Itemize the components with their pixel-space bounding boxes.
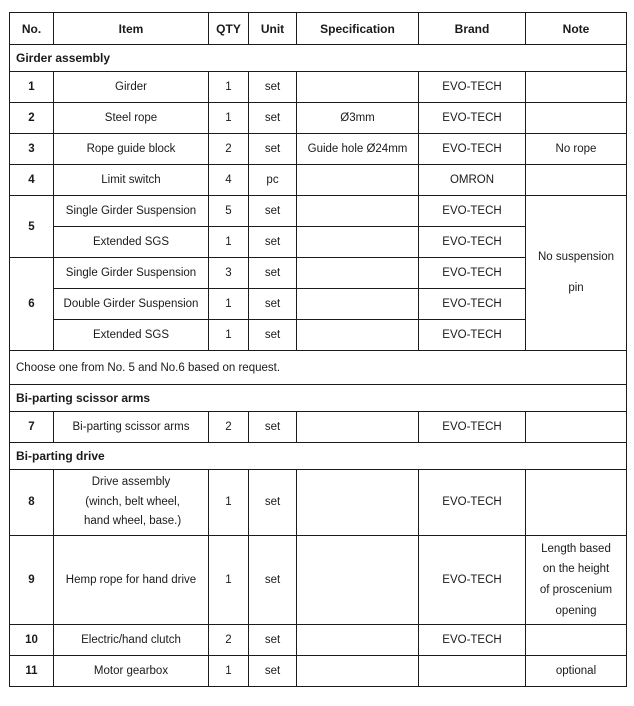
cell-qty: 1: [209, 289, 249, 320]
cell-note: No suspension pin: [526, 196, 627, 351]
cell-brand: OMRON: [419, 165, 526, 196]
cell-qty: 1: [209, 470, 249, 536]
column-header: QTY: [209, 13, 249, 45]
cell-qty: 3: [209, 258, 249, 289]
column-header: Brand: [419, 13, 526, 45]
cell-brand: EVO-TECH: [419, 196, 526, 227]
cell-no: 2: [10, 103, 54, 134]
cell-unit: set: [249, 103, 297, 134]
cell-note: [526, 412, 627, 443]
table-row: [10, 103, 627, 134]
cell-brand: EVO-TECH: [419, 470, 526, 536]
section-title: Girder assembly: [10, 45, 627, 72]
cell-spec: [297, 258, 419, 289]
cell-qty: 1: [209, 535, 249, 625]
cell-spec: [297, 165, 419, 196]
cell-item: Single Girder Suspension: [54, 196, 209, 227]
table-row: [10, 470, 627, 536]
cell-qty: 2: [209, 625, 249, 656]
cell-no: 5: [10, 196, 54, 258]
cell-item: Extended SGS: [54, 227, 209, 258]
cell-qty: 5: [209, 196, 249, 227]
cell-note: [526, 165, 627, 196]
cell-item: Electric/hand clutch: [54, 625, 209, 656]
cell-unit: set: [249, 227, 297, 258]
cell-qty: 1: [209, 227, 249, 258]
table-row: [10, 196, 627, 227]
cell-spec: [297, 412, 419, 443]
cell-note: [526, 72, 627, 103]
table-row: [10, 351, 627, 385]
cell-brand: EVO-TECH: [419, 289, 526, 320]
cell-spec: [297, 196, 419, 227]
cell-note: [526, 625, 627, 656]
cell-item: Drive assembly (winch, belt wheel, hand wheel, base.): [54, 470, 209, 536]
cell-no: 6: [10, 258, 54, 351]
cell-spec: [297, 289, 419, 320]
cell-note: optional: [526, 656, 627, 687]
section-row: [10, 45, 627, 72]
cell-item: Double Girder Suspension: [54, 289, 209, 320]
cell-brand: [419, 656, 526, 687]
cell-item: Girder: [54, 72, 209, 103]
cell-item: Limit switch: [54, 165, 209, 196]
cell-no: 7: [10, 412, 54, 443]
cell-spec: [297, 535, 419, 625]
cell-qty: 1: [209, 103, 249, 134]
cell-unit: set: [249, 289, 297, 320]
cell-brand: EVO-TECH: [419, 625, 526, 656]
cell-item: Single Girder Suspension: [54, 258, 209, 289]
table-row: [10, 134, 627, 165]
header-row: [10, 13, 627, 45]
cell-spec: [297, 72, 419, 103]
section-title: Bi-parting drive: [10, 443, 627, 470]
cell-unit: set: [249, 625, 297, 656]
cell-note: [526, 103, 627, 134]
cell-note: No rope: [526, 134, 627, 165]
cell-unit: set: [249, 412, 297, 443]
cell-item: Rope guide block: [54, 134, 209, 165]
cell-note: Length based on the height of proscenium opening: [526, 535, 627, 625]
cell-spec: Ø3mm: [297, 103, 419, 134]
cell-unit: set: [249, 470, 297, 536]
cell-spec: [297, 227, 419, 258]
cell-unit: set: [249, 320, 297, 351]
cell-qty: 4: [209, 165, 249, 196]
parts-table-body: [10, 13, 627, 687]
cell-no: 3: [10, 134, 54, 165]
cell-brand: EVO-TECH: [419, 535, 526, 625]
cell-brand: EVO-TECH: [419, 227, 526, 258]
cell-unit: set: [249, 535, 297, 625]
full-width-note: Choose one from No. 5 and No.6 based on request.: [10, 351, 627, 385]
column-header: Specification: [297, 13, 419, 45]
cell-unit: set: [249, 134, 297, 165]
cell-no: 11: [10, 656, 54, 687]
cell-unit: pc: [249, 165, 297, 196]
cell-item: Extended SGS: [54, 320, 209, 351]
cell-unit: set: [249, 72, 297, 103]
cell-qty: 1: [209, 320, 249, 351]
cell-spec: [297, 320, 419, 351]
cell-brand: EVO-TECH: [419, 103, 526, 134]
cell-qty: 1: [209, 72, 249, 103]
table-row: [10, 412, 627, 443]
cell-spec: [297, 656, 419, 687]
parts-table: [9, 12, 627, 687]
cell-spec: Guide hole Ø24mm: [297, 134, 419, 165]
column-header: No.: [10, 13, 54, 45]
cell-qty: 1: [209, 656, 249, 687]
cell-no: 10: [10, 625, 54, 656]
column-header: Unit: [249, 13, 297, 45]
cell-note: [526, 470, 627, 536]
cell-brand: EVO-TECH: [419, 258, 526, 289]
cell-brand: EVO-TECH: [419, 72, 526, 103]
cell-no: 9: [10, 535, 54, 625]
cell-qty: 2: [209, 412, 249, 443]
cell-unit: set: [249, 258, 297, 289]
table-row: [10, 165, 627, 196]
table-row: [10, 656, 627, 687]
cell-brand: EVO-TECH: [419, 412, 526, 443]
cell-qty: 2: [209, 134, 249, 165]
cell-item: Hemp rope for hand drive: [54, 535, 209, 625]
cell-no: 1: [10, 72, 54, 103]
cell-unit: set: [249, 656, 297, 687]
cell-item: Motor gearbox: [54, 656, 209, 687]
cell-brand: EVO-TECH: [419, 320, 526, 351]
table-row: [10, 72, 627, 103]
cell-spec: [297, 470, 419, 536]
table-row: [10, 535, 627, 625]
cell-spec: [297, 625, 419, 656]
section-title: Bi-parting scissor arms: [10, 385, 627, 412]
section-row: [10, 385, 627, 412]
cell-no: 8: [10, 470, 54, 536]
table-row: [10, 625, 627, 656]
cell-brand: EVO-TECH: [419, 134, 526, 165]
column-header: Item: [54, 13, 209, 45]
section-row: [10, 443, 627, 470]
column-header: Note: [526, 13, 627, 45]
cell-unit: set: [249, 196, 297, 227]
cell-no: 4: [10, 165, 54, 196]
cell-item: Bi-parting scissor arms: [54, 412, 209, 443]
cell-item: Steel rope: [54, 103, 209, 134]
